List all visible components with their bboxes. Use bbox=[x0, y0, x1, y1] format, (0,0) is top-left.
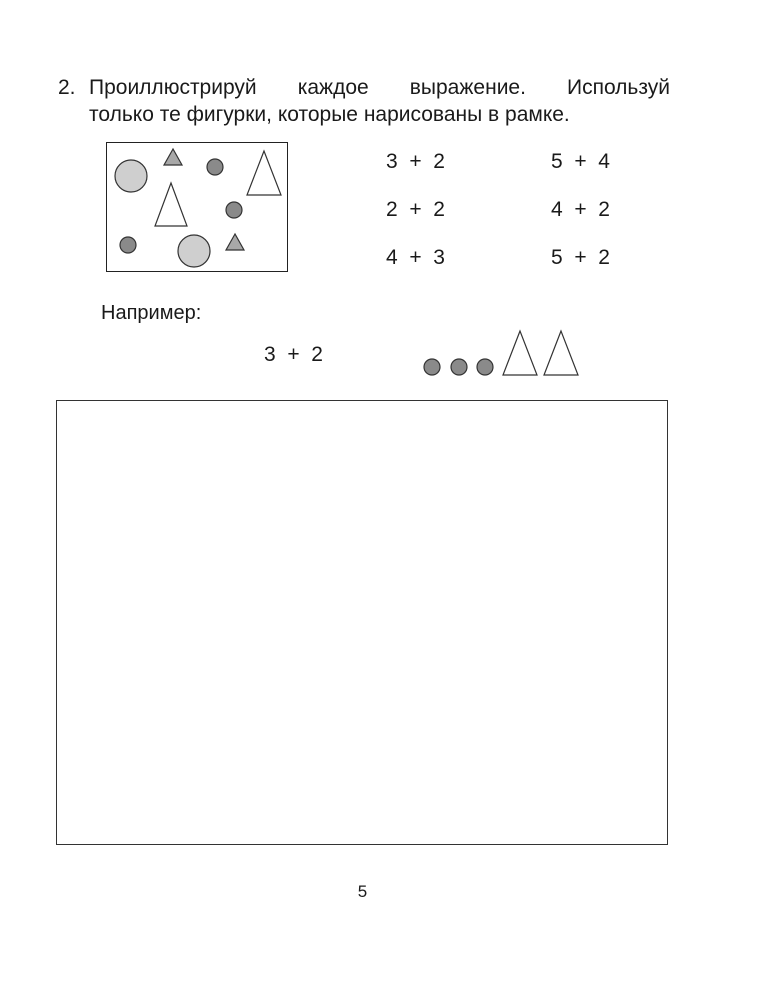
expression-5: 4 + 2 bbox=[551, 198, 610, 221]
expression-6: 5 + 2 bbox=[551, 246, 610, 269]
example-dark-circle bbox=[424, 359, 440, 375]
large-white-triangle bbox=[247, 151, 281, 195]
small-dark-circle bbox=[226, 202, 242, 218]
task-instructions bbox=[89, 74, 670, 128]
expression-3: 4 + 3 bbox=[386, 246, 445, 269]
task bbox=[58, 74, 670, 128]
expression-1: 3 + 2 bbox=[386, 150, 445, 173]
example-shapes bbox=[418, 326, 588, 378]
page-number: 5 bbox=[357, 882, 368, 901]
small-gray-triangle bbox=[226, 234, 244, 250]
small-dark-circle bbox=[120, 237, 136, 253]
example-dark-circle bbox=[451, 359, 467, 375]
shapes-frame bbox=[106, 142, 288, 272]
example-shapes-drawing bbox=[418, 326, 588, 378]
task-instruction-line-1: Проиллюстрируй каждое выражение. Используй bbox=[89, 76, 670, 99]
large-white-triangle bbox=[155, 183, 187, 226]
answer-drawing-area[interactable] bbox=[56, 400, 668, 845]
small-dark-circle bbox=[207, 159, 223, 175]
example-white-triangle bbox=[503, 331, 537, 375]
large-gray-circle bbox=[178, 235, 210, 267]
example-expression: 3 + 2 bbox=[264, 343, 323, 366]
task-number: 2. bbox=[58, 76, 76, 99]
example-label: Например: bbox=[101, 302, 202, 324]
small-gray-triangle bbox=[164, 149, 182, 165]
large-gray-circle bbox=[115, 160, 147, 192]
expression-2: 2 + 2 bbox=[386, 198, 445, 221]
expression-4: 5 + 4 bbox=[551, 150, 610, 173]
shapes-frame-drawing bbox=[107, 143, 289, 273]
example-white-triangle bbox=[544, 331, 578, 375]
task-instruction-line-2: только те фигурки, которые нарисованы в рамке. bbox=[89, 103, 570, 126]
example-dark-circle bbox=[477, 359, 493, 375]
